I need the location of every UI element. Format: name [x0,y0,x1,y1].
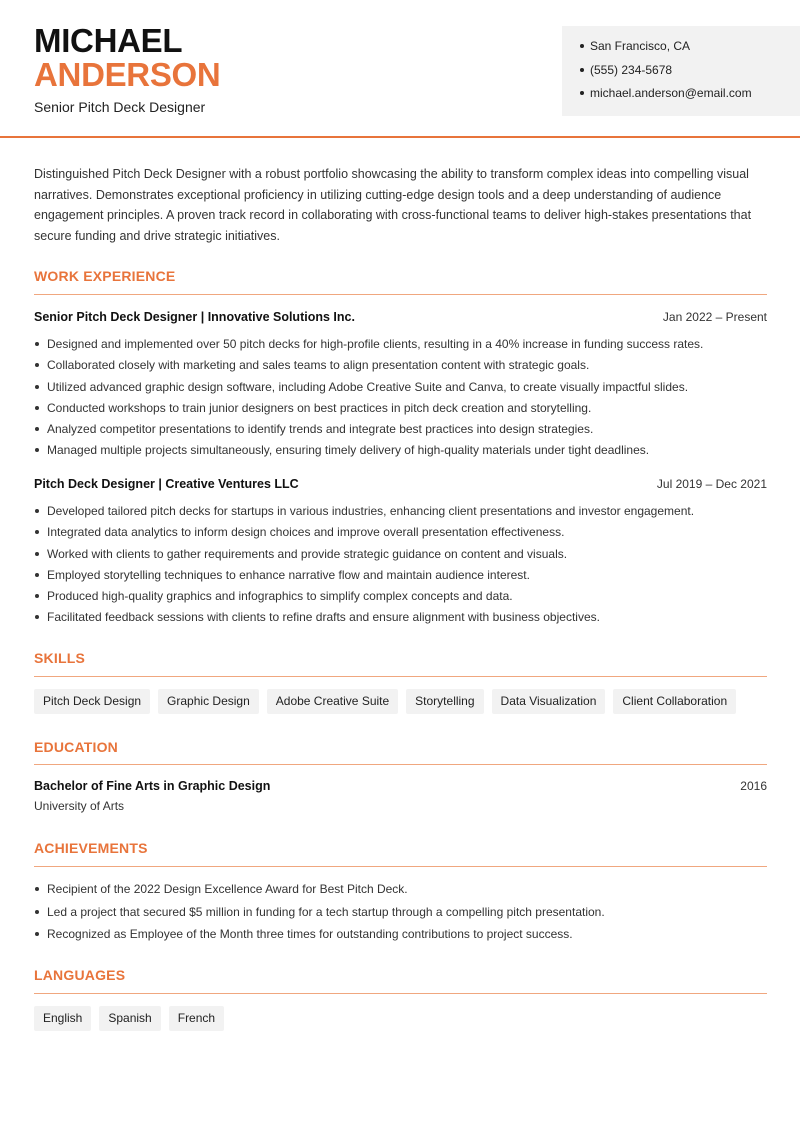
list-item: Worked with clients to gather requirements and provide strategic guidance on content and visuals. [34,546,774,567]
first-name: MICHAEL [34,22,183,59]
language-tag: Spanish [99,1006,160,1031]
skill-tag: Graphic Design [158,689,259,714]
skills-tags [34,689,736,714]
contact-location: San Francisco, CA [580,38,800,62]
section-title-education: EDUCATION [34,739,118,755]
job-bullets [34,336,774,464]
section-title-languages: LANGUAGES [34,967,126,983]
section-title-achievements: ACHIEVEMENTS [34,840,148,856]
candidate-name [34,24,220,92]
job-title: Senior Pitch Deck Designer [34,99,206,115]
section-title-skills: SKILLS [34,650,85,666]
skill-tag: Data Visualization [492,689,606,714]
section-title-work: WORK EXPERIENCE [34,268,176,284]
contact-box [562,26,800,116]
section-divider [34,294,767,295]
language-tags [34,1006,224,1031]
job-bullets [34,503,774,631]
list-item: Recognized as Employee of the Month three times for outstanding contributions to project success. [34,926,774,949]
list-item: Recipient of the 2022 Design Excellence Award for Best Pitch Deck. [34,881,774,904]
list-item: Designed and implemented over 50 pitch decks for high-profile clients, resulting in a 40% increase in funding success rates. [34,336,774,357]
education-school: University of Arts [34,799,125,813]
skill-tag: Adobe Creative Suite [267,689,398,714]
last-name: ANDERSON [34,56,221,93]
education-year: 2016 [740,779,767,793]
job-role: Senior Pitch Deck Designer | Innovative Solutions Inc. [34,310,355,324]
section-divider [34,866,767,867]
list-item: Utilized advanced graphic design software, including Adobe Creative Suite and Canva, to create visually impactful slides. [34,379,774,400]
skill-tag: Pitch Deck Design [34,689,150,714]
list-item: Led a project that secured $5 million in funding for a tech startup through a compelling pitch presentation. [34,904,774,927]
achievement-bullets [34,881,774,949]
resume-header [0,0,800,138]
list-item: Produced high-quality graphics and infographics to simplify complex concepts and data. [34,588,774,609]
list-item: Managed multiple projects simultaneously, ensuring timely delivery of high-quality materials under tight deadlines. [34,442,774,463]
skill-tag: Client Collaboration [613,689,736,714]
list-item: Facilitated feedback sessions with clients to refine drafts and ensure alignment with business objectives. [34,609,774,630]
list-item: Employed storytelling techniques to enhance narrative flow and maintain audience interest. [34,567,774,588]
job-dates: Jan 2022 – Present [662,310,767,324]
job-dates: Jul 2019 – Dec 2021 [656,477,767,491]
job-header [34,310,767,324]
education-degree: Bachelor of Fine Arts in Graphic Design [34,779,271,793]
contact-email[interactable]: michael.anderson@email.com [580,85,800,109]
list-item: Analyzed competitor presentations to identify trends and integrate best practices into design strategies. [34,421,774,442]
list-item: Collaborated closely with marketing and sales teams to align presentation content with strategic goals. [34,357,774,378]
professional-summary: Distinguished Pitch Deck Designer with a robust portfolio showcasing the ability to transform complex ideas into compelling visual narratives. Demonstrates exceptional proficiency in utilizing cutting-edge design tools and a deep understanding of audience engagement principles. A proven track record in collaborating with cross-functional teams to deliver high-stakes presentations that secure funding and drive strategic initiatives. [34,167,752,243]
job-header [34,477,767,491]
job-role: Pitch Deck Designer | Creative Ventures LLC [34,477,299,491]
language-tag: French [169,1006,224,1031]
section-divider [34,676,767,677]
list-item: Integrated data analytics to inform design choices and improve overall presentation effectiveness. [34,524,774,545]
list-item: Developed tailored pitch decks for startups in various industries, enhancing client presentations and investor engagement. [34,503,774,524]
skill-tag: Storytelling [406,689,483,714]
list-item: Conducted workshops to train junior designers on best practices in pitch deck creation and storytelling. [34,400,774,421]
language-tag: English [34,1006,91,1031]
section-divider [34,764,767,765]
section-divider [34,993,767,994]
contact-phone: (555) 234-5678 [580,62,800,86]
